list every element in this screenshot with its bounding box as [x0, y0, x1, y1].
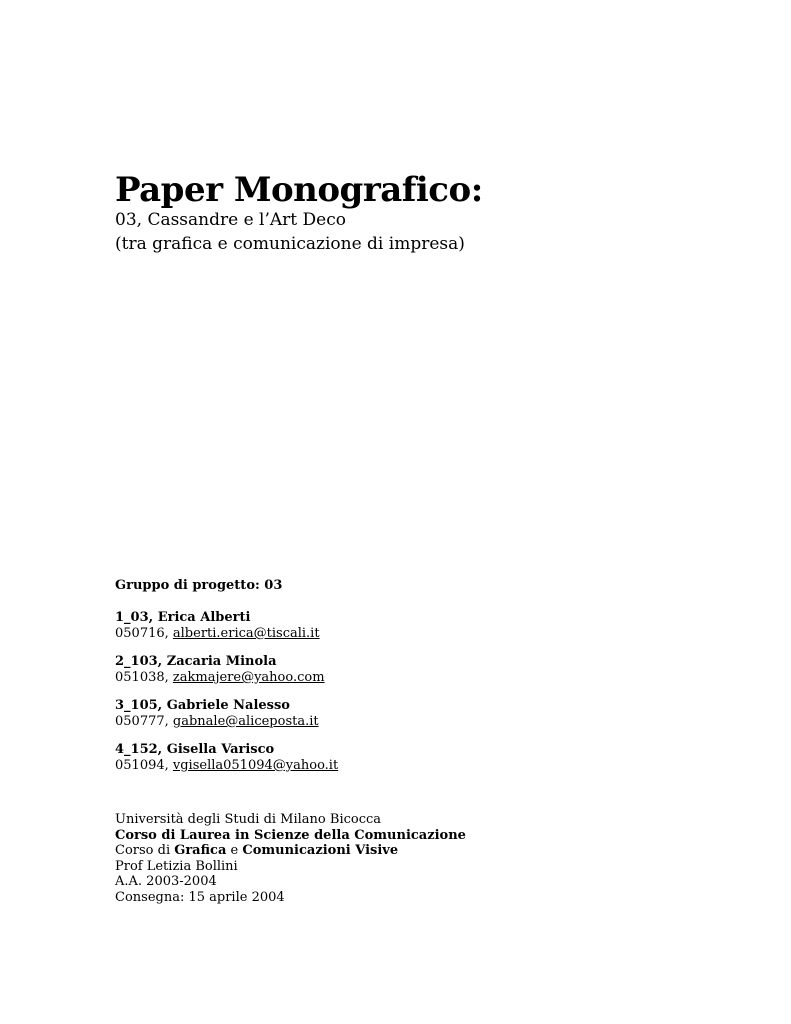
member-name: 2_103, Zacaria Minola [115, 654, 277, 669]
group-heading: Gruppo di progetto: 03 [115, 578, 283, 593]
course-part2: Comunicazioni Visive [242, 843, 399, 858]
university-name: Università degli Studi di Milano Bicocca [115, 812, 382, 827]
course-mid: e [226, 843, 243, 858]
member-email-link[interactable]: vgisella051094@yahoo.it [172, 758, 339, 773]
academic-year: A.A. 2003-2004 [115, 874, 217, 889]
subtitle-line: (tra grafica e comunicazione di impresa) [115, 234, 465, 254]
member-info [115, 714, 338, 730]
document-subtitle [115, 208, 465, 256]
member-email-link[interactable]: zakmajere@yahoo.com [172, 670, 325, 685]
member-info [115, 626, 338, 642]
member-name: 4_152, Gisella Varisco [115, 742, 275, 757]
professor-name: Prof Letizia Bollini [115, 858, 238, 874]
project-group [115, 578, 338, 786]
member-id: 051094, [115, 758, 173, 773]
member-entry [115, 698, 338, 730]
member-info [115, 758, 338, 774]
member-id: 050777, [115, 714, 173, 729]
member-name: 1_03, Erica Alberti [115, 610, 251, 625]
member-entry [115, 610, 338, 642]
footer-info [115, 812, 466, 905]
member-entry [115, 742, 338, 774]
delivery-date: Consegna: 15 aprile 2004 [115, 889, 285, 905]
course-part1: Grafica [174, 843, 227, 858]
member-info [115, 670, 338, 686]
member-email-link[interactable]: alberti.erica@tiscali.it [172, 626, 320, 641]
course-prefix: Corso di [115, 843, 175, 858]
degree-name: Corso di Laurea in Scienze della Comunicazione [115, 827, 466, 843]
member-id: 051038, [115, 670, 173, 685]
member-name: 3_105, Gabriele Nalesso [115, 698, 290, 713]
subtitle-line: 03, Cassandre e l’Art Deco [115, 210, 346, 230]
member-entry [115, 654, 338, 686]
member-id: 050716, [115, 626, 173, 641]
course-name [115, 843, 466, 859]
document-title: Paper Monografico: [115, 170, 483, 210]
member-email-link[interactable]: gabnale@aliceposta.it [172, 714, 319, 729]
